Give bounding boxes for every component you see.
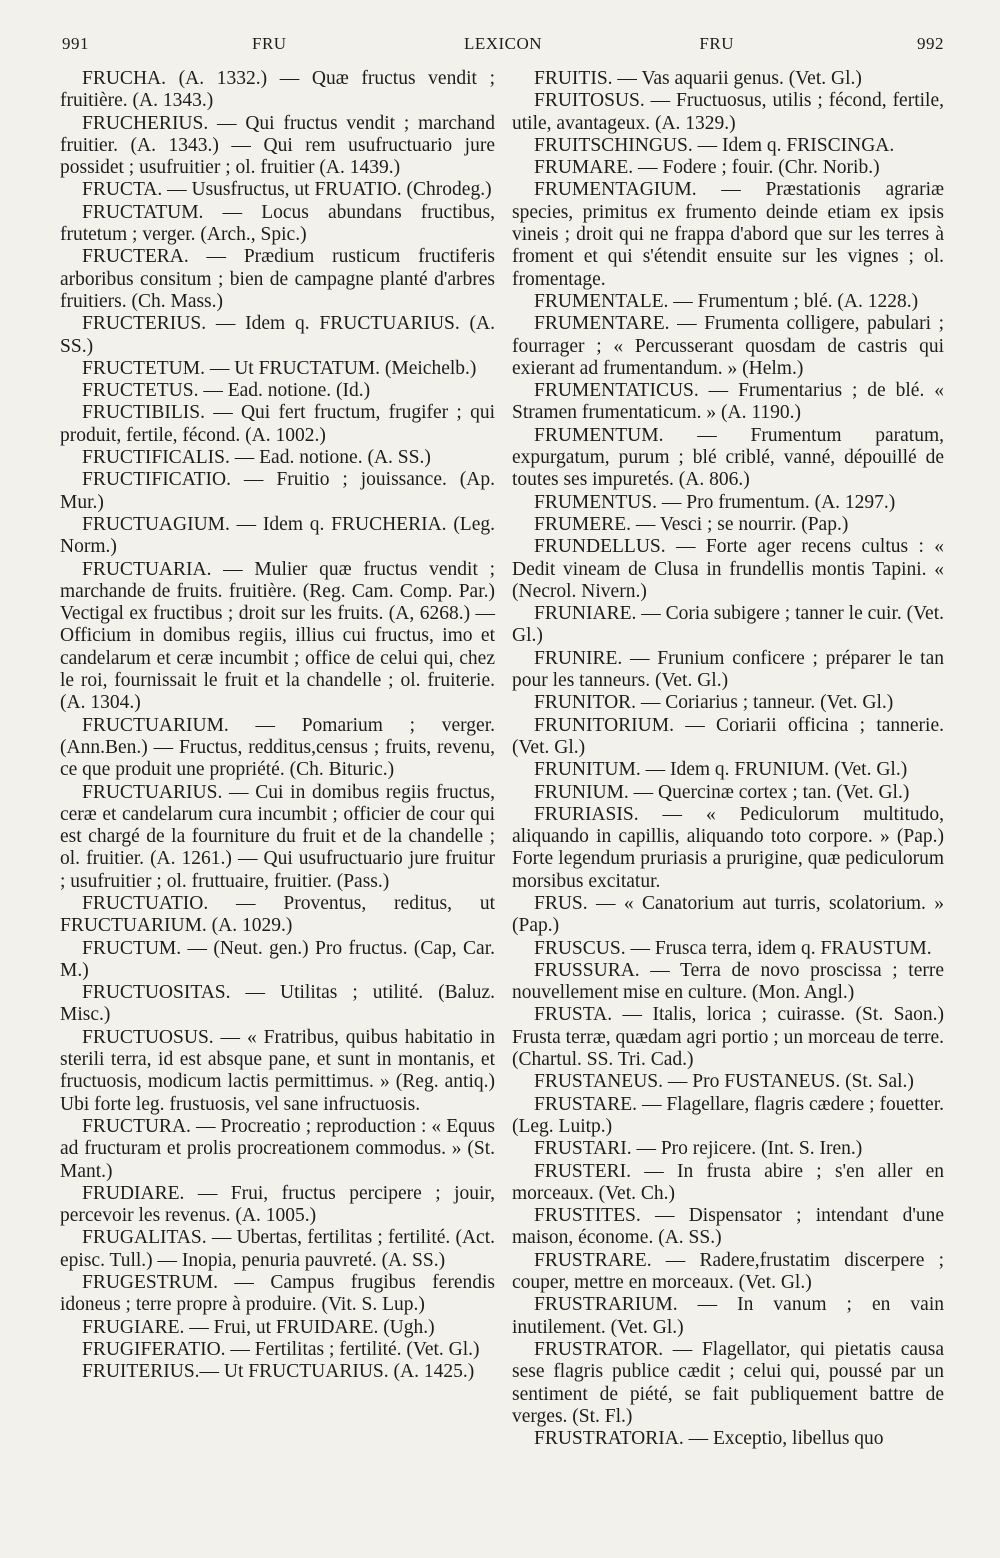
dictionary-entry: FRUSTRARIUM. — In vanum ; en vain inutilement. (Vet. Gl.) [512,1294,944,1338]
dictionary-entry: FRUCTURA. — Procreatio ; reproduction : « Equus ad fructuram et prolis procreationem commodus. » (St. Mant.) [60,1115,495,1182]
dictionary-entry: FRUSTRATOR. — Flagellator, qui pietatis causa sese flagris publice cædit ; celui qui, poussé par un sentiment de piété, se fait publiquement battre de verges. (St. Fl.) [512,1338,944,1427]
page-number-right: 992 [917,34,944,53]
page-number-left: 991 [62,34,89,53]
dictionary-entry: FRUMERE. — Vesci ; se nourrir. (Pap.) [534,513,849,535]
dictionary-entry: FRUCTUARIA. — Mulier quæ fructus vendit ; marchande de fruits. fruitière. (Reg. Cam. Comp. Par.) Vectigal ex fructibus ; droit sur les fruits. (A, 6268.) — Officium in domibus regiis, illius cui fructus, imo et candelarum et ceræ incumbit ; office de celui qui, chez le roi, fournissait le fruit et la chandelle ; ol. fruiterie. (A. 1304.) [60,558,495,714]
dictionary-entry: FRUGALITAS. — Ubertas, fertilitas ; fertilité. (Act. episc. Tull.) — Inopia, penuria pauvreté. (A. SS.) [60,1227,495,1271]
dictionary-entry: FRUCTIBILIS. — Qui fert fructum, frugifer ; qui produit, fertile, fécond. (A. 1002.) [60,402,495,446]
guide-word-left: FRU [252,34,287,53]
dictionary-entry: FRUCTIFICATIO. — Fruitio ; jouissance. (Ap. Mur.) [60,469,495,513]
dictionary-entry: FRUCTUM. — (Neut. gen.) Pro fructus. (Cap, Car. M.) [60,937,495,981]
dictionary-entry: FRUMENTAGIUM. — Præstationis agrariæ species, primitus ex frumento deinde etiam ex ipsis vineis ; droit qui ne frappa d'abord que sur les terres à froment et qui s'étendit ensuite sur les vignes ; ol. fromentage. [512,179,944,290]
dictionary-entry: FRUITSCHINGUS. — Idem q. FRISCINGA. [534,134,895,156]
guide-word-right: FRU [699,34,734,53]
dictionary-entry: FRUCTETUS. — Ead. notione. (Id.) [82,380,371,402]
dictionary-entry: FRUCTETUM. — Ut FRUCTATUM. (Meichelb.) [82,357,477,379]
dictionary-entry: FRUITOSUS. — Fructuosus, utilis ; fécond, fertile, utile, avantageux. (A. 1329.) [512,90,944,134]
dictionary-entry: FRUSTITES. — Dispensator ; intendant d'une maison, économe. (A. SS.) [512,1205,944,1249]
dictionary-entry: FRUSTERI. — In frusta abire ; s'en aller en morceaux. (Vet. Ch.) [512,1160,944,1204]
dictionary-entry: FRUNITUM. — Idem q. FRUNIUM. (Vet. Gl.) [534,759,908,781]
dictionary-entry: FRUNITORIUM. — Coriarii officina ; tannerie. (Vet. Gl.) [512,714,944,758]
running-title: LEXICON [463,34,543,53]
dictionary-entry: FRUMENTUM. — Frumentum paratum, expurgatum, purum ; blé criblé, vanné, dépouillé de toutes ses impuretés. (A. 806.) [512,424,944,491]
dictionary-entry: FRUGIFERATIO. — Fertilitas ; fertilité. (Vet. Gl.) [82,1338,480,1360]
right-column [512,68,944,1450]
dictionary-entry: FRUNIRE. — Frunium conficere ; préparer le tan pour les tanneurs. (Vet. Gl.) [512,647,944,692]
dictionary-entry: FRUNDELLUS. — Forte ager recens cultus : « Dedit vineam de Clusa in frundellis montis Tapini. « (Necrol. Nivern.) [512,536,944,602]
dictionary-entry: FRUSTA. — Italis, lorica ; cuirasse. (St. Saon.) Frusta terræ, quædam agri portio ; un morceau de terre. (Chartul. SS. Tri. Cad.) [512,1004,944,1071]
dictionary-entry: FRUNIUM. — Quercinæ cortex ; tan. (Vet. Gl.) [534,781,910,803]
dictionary-entry: FRUITERIUS.— Ut FRUCTUARIUS. (A. 1425.) [82,1361,475,1383]
dictionary-entry: FRUCTA. — Ususfructus, ut FRUATIO. (Chrodeg.) [82,179,492,201]
dictionary-entry: FRUITIS. — Vas aquarii genus. (Vet. Gl.) [534,68,862,89]
dictionary-entry: FRUCTERA. — Prædium rusticum fructiferis arboribus consitum ; bien de campagne planté d'arbres fruitiers. (Ch. Mass.) [60,246,495,312]
dictionary-entry: FRUMENTATICUS. — Frumentarius ; de blé. « Stramen frumentaticum. » (A. 1190.) [512,380,944,424]
dictionary-entry: FRUSTRARE. — Radere,frustatim discerpere ; couper, mettre en morceaux. (Vet. Gl.) [512,1249,944,1294]
dictionary-entry: FRURIASIS. — « Pediculorum multitudo, aliquando in capillis, aliquando toto corpore. » (Pap.) Forte legendum pruriasis a prurigine, quæ pediculorum morsibus excitatur. [512,803,944,892]
dictionary-entry: FRUSTANEUS. — Pro FUSTANEUS. (St. Sal.) [534,1071,914,1093]
dictionary-entry: FRUSSURA. — Terra de novo proscissa ; terre nouvellement mise en culture. (Mon. Angl.) [512,959,944,1004]
dictionary-entry: FRUCTERIUS. — Idem q. FRUCTUARIUS. (A. SS.) [60,313,495,357]
dictionary-entry: FRUMENTARE. — Frumenta colligere, pabulari ; fourrager ; « Percusserant quosdam de castris qui exierant ad frumentandum. » (Helm.) [512,313,944,379]
dictionary-entry: FRUCTUARIUM. — Pomarium ; verger. (Ann.Ben.) — Fructus, redditus,census ; fruits, revenu, ce que produit une propriété. (Ch. Bituric.) [60,714,495,781]
dictionary-entry: FRUCTUARIUS. — Cui in domibus regiis fructus, ceræ et candelarum cura incumbit ; officier de cour qui est chargé de la fourniture du fruit et de la chandelle ; ol. fruitier. (A. 1261.) — Qui usufructuario jure fruitur ; usufruitier ; ol. fruttuaire, fruitier. (Pass.) [60,781,495,892]
dictionary-entry: FRUSCUS. — Frusca terra, idem q. FRAUSTUM. [534,937,932,959]
dictionary-entry: FRUCTUOSITAS. — Utilitas ; utilité. (Baluz. Misc.) [60,982,495,1026]
dictionary-entry: FRUSTARI. — Pro rejicere. (Int. S. Iren.) [534,1138,863,1160]
dictionary-entry: FRUGIARE. — Frui, ut FRUIDARE. (Ugh.) [82,1316,435,1338]
running-head [62,34,944,62]
dictionary-entry: FRUCHERIUS. — Qui fructus vendit ; marchand fruitier. (A. 1343.) — Qui rem usufructuario jure possidet ; usufruitier ; ol. fruitier (A. 1439.) [60,112,495,179]
dictionary-entry: FRUMENTALE. — Frumentum ; blé. (A. 1228.) [534,290,919,312]
dictionary-entry: FRUMARE. — Fodere ; fouir. (Chr. Norib.) [534,157,880,179]
dictionary-entry: FRUCHA. (A. 1332.) — Quæ fructus vendit ; fruitière. (A. 1343.) [60,68,495,112]
dictionary-entry: FRUS. — « Canatorium aut turris, scolatorium. » (Pap.) [512,892,944,937]
dictionary-entry: FRUCTUATIO. — Proventus, reditus, ut FRUCTUARIUM. (A. 1029.) [60,892,495,937]
dictionary-entry: FRUDIARE. — Frui, fructus percipere ; jouir, percevoir les revenus. (A. 1005.) [60,1182,495,1227]
dictionary-entry: FRUCTUOSUS. — « Fratribus, quibus habitatio in sterili terra, id est absque pane, et sunt in montanis, et fructuosis, modicum lactis permittimus. » (Reg. antiq.) Ubi forte leg. frustuosis, vel sane infructuosis. [60,1026,495,1115]
dictionary-entry: FRUCTUAGIUM. — Idem q. FRUCHERIA. (Leg. Norm.) [60,513,495,558]
dictionary-entry: FRUSTARE. — Flagellare, flagris cædere ; fouetter. (Leg. Luitp.) [512,1093,944,1137]
dictionary-entry: FRUNITOR. — Coriarius ; tanneur. (Vet. Gl.) [534,692,894,714]
dictionary-entry: FRUMENTUS. — Pro frumentum. (A. 1297.) [534,491,896,513]
dictionary-entry: FRUNIARE. — Coria subigere ; tanner le cuir. (Vet. Gl.) [512,603,944,647]
dictionary-entry: FRUGESTRUM. — Campus frugibus ferendis idoneus ; terre propre à produire. (Vit. S. Lup.) [60,1272,495,1316]
left-column [60,68,495,1384]
dictionary-entry: FRUSTRATORIA. — Exceptio, libellus quo [534,1428,884,1450]
dictionary-entry: FRUCTATUM. — Locus abundans fructibus, frutetum ; verger. (Arch., Spic.) [60,201,495,246]
dictionary-entry: FRUCTIFICALIS. — Ead. notione. (A. SS.) [82,447,431,469]
